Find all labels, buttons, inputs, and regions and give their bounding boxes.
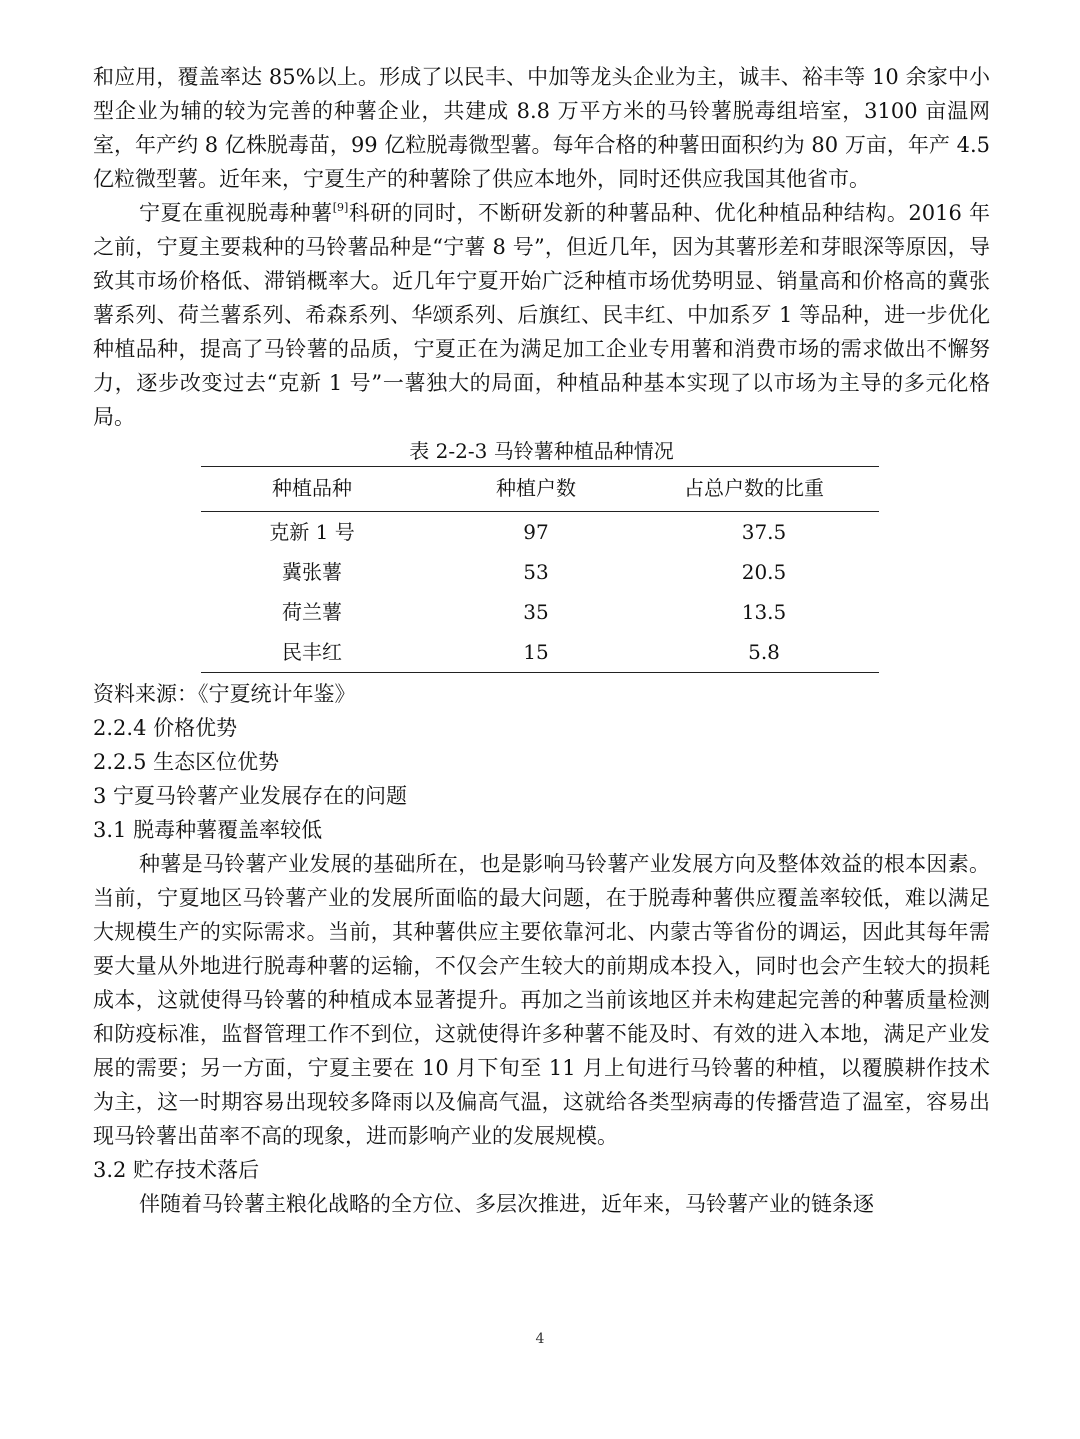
paragraph-variety-text-start: 宁夏在重视脱毒种薯	[139, 201, 333, 225]
table-cell-households: 97	[523, 520, 549, 544]
table-header-row	[201, 467, 879, 512]
table-row	[201, 512, 879, 553]
table-row	[201, 632, 879, 673]
table-cell-share: 5.8	[748, 640, 780, 664]
heading-section-3-1: 3.1 脱毒种薯覆盖率较低	[93, 818, 323, 842]
variety-table	[201, 466, 879, 673]
table-cell-variety: 民丰红	[282, 640, 342, 664]
table-source-note: 资料来源：《宁夏统计年鉴》	[93, 682, 356, 706]
table-cell-variety: 冀张薯	[282, 560, 342, 584]
table-cell-households: 35	[523, 600, 549, 624]
paragraph-variety-optimization	[93, 196, 990, 434]
heading-ecological-advantage: 2.2.5 生态区位优势	[93, 750, 280, 774]
table-header-households: 种植户数	[423, 467, 649, 512]
page-content	[93, 60, 990, 1221]
heading-section-3-2: 3.2 贮存技术落后	[93, 1158, 260, 1182]
table-cell-share: 13.5	[741, 600, 787, 624]
table-header-share-text: 占总户数的比重	[684, 476, 824, 500]
heading-price-advantage: 2.2.4 价格优势	[93, 716, 238, 740]
paragraph-storage: 伴随着马铃薯主粮化战略的全方位、多层次推进，近年来，马铃薯产业的链条逐	[139, 1192, 874, 1216]
table-row	[201, 592, 879, 632]
paragraph-seed-coverage: 和应用，覆盖率达 85%以上。形成了以民丰、中加等龙头企业为主，诚丰、裕丰等 10 余家中小型企业为辅的较为完善的种薯企业，共建成 8.8 万平方米的马铃薯脱毒组培室，3100 亩温网室，年产约 8 亿株脱毒苗，99 亿粒脱毒微型薯。每年合格的种薯田面积约为 80 万亩，年产 4.5 亿粒微型薯。近年来，宁夏生产的种薯除了供应本地外，同时还供应我国其他省市。	[93, 65, 990, 191]
table-cell-variety: 荷兰薯	[282, 600, 342, 624]
table-header-variety: 种植品种	[201, 467, 423, 512]
paragraph-variety-text-end: 科研的同时，不断研发新的种薯品种、优化种植品种结构。2016 年之前，宁夏主要栽种的马铃薯品种是“宁薯 8 号”，但近几年，因为其薯形差和芽眼深等原因，导致其市场价格低、滞销概率大。近几年宁夏开始广泛种植市场优势明显、销量高和价格高的冀张薯系列、荷兰薯系列、希森系列、华颂系列、后旗红、民丰红、中加系歹 1 等品种，进一步优化种植品种，提高了马铃薯的品质，宁夏正在为满足加工企业专用薯和消费市场的需求做出不懈努力，逐步改变过去“克新 1 号”一薯独大的局面，种植品种基本实现了以市场为主导的多元化格局。	[93, 201, 991, 429]
table-cell-variety: 克新 1 号	[269, 520, 355, 544]
table-row	[201, 552, 879, 592]
page-number: 4	[535, 1331, 545, 1347]
table-caption: 表 2-2-3 马铃薯种植品种情况	[409, 439, 674, 463]
table-cell-share: 37.5	[741, 520, 787, 544]
paragraph-seed-problem: 种薯是马铃薯产业发展的基础所在，也是影响马铃薯产业发展方向及整体效益的根本因素。当前，宁夏地区马铃薯产业的发展所面临的最大问题，在于脱毒种薯供应覆盖率较低，难以满足大规模生产的实际需求。当前，其种薯供应主要依靠河北、内蒙古等省份的调运，因此其每年需要大量从外地进行脱毒种薯的运输，不仅会产生较大的前期成本投入，同时也会产生较大的损耗成本，这就使得马铃薯的种植成本显著提升。再加之当前该地区并未构建起完善的种薯质量检测和防疫标准，监督管理工作不到位，这就使得许多种薯不能及时、有效的进入本地，满足产业发展的需要；另一方面，宁夏主要在 10 月下旬至 11 月上旬进行马铃薯的种植，以覆膜耕作技术为主，这一时期容易出现较多降雨以及偏高气温，这就给各类型病毒的传播营造了温室，容易出现马铃薯出苗率不高的现象，进而影响产业的发展规模。	[93, 852, 990, 1148]
table-cell-share: 20.5	[741, 560, 787, 584]
heading-section-3: 3 宁夏马铃薯产业发展存在的问题	[93, 784, 408, 808]
table-cell-households: 53	[523, 560, 549, 584]
table-header-share	[649, 467, 879, 512]
citation-reference: [9]	[332, 201, 349, 214]
table-cell-households: 15	[523, 640, 549, 664]
